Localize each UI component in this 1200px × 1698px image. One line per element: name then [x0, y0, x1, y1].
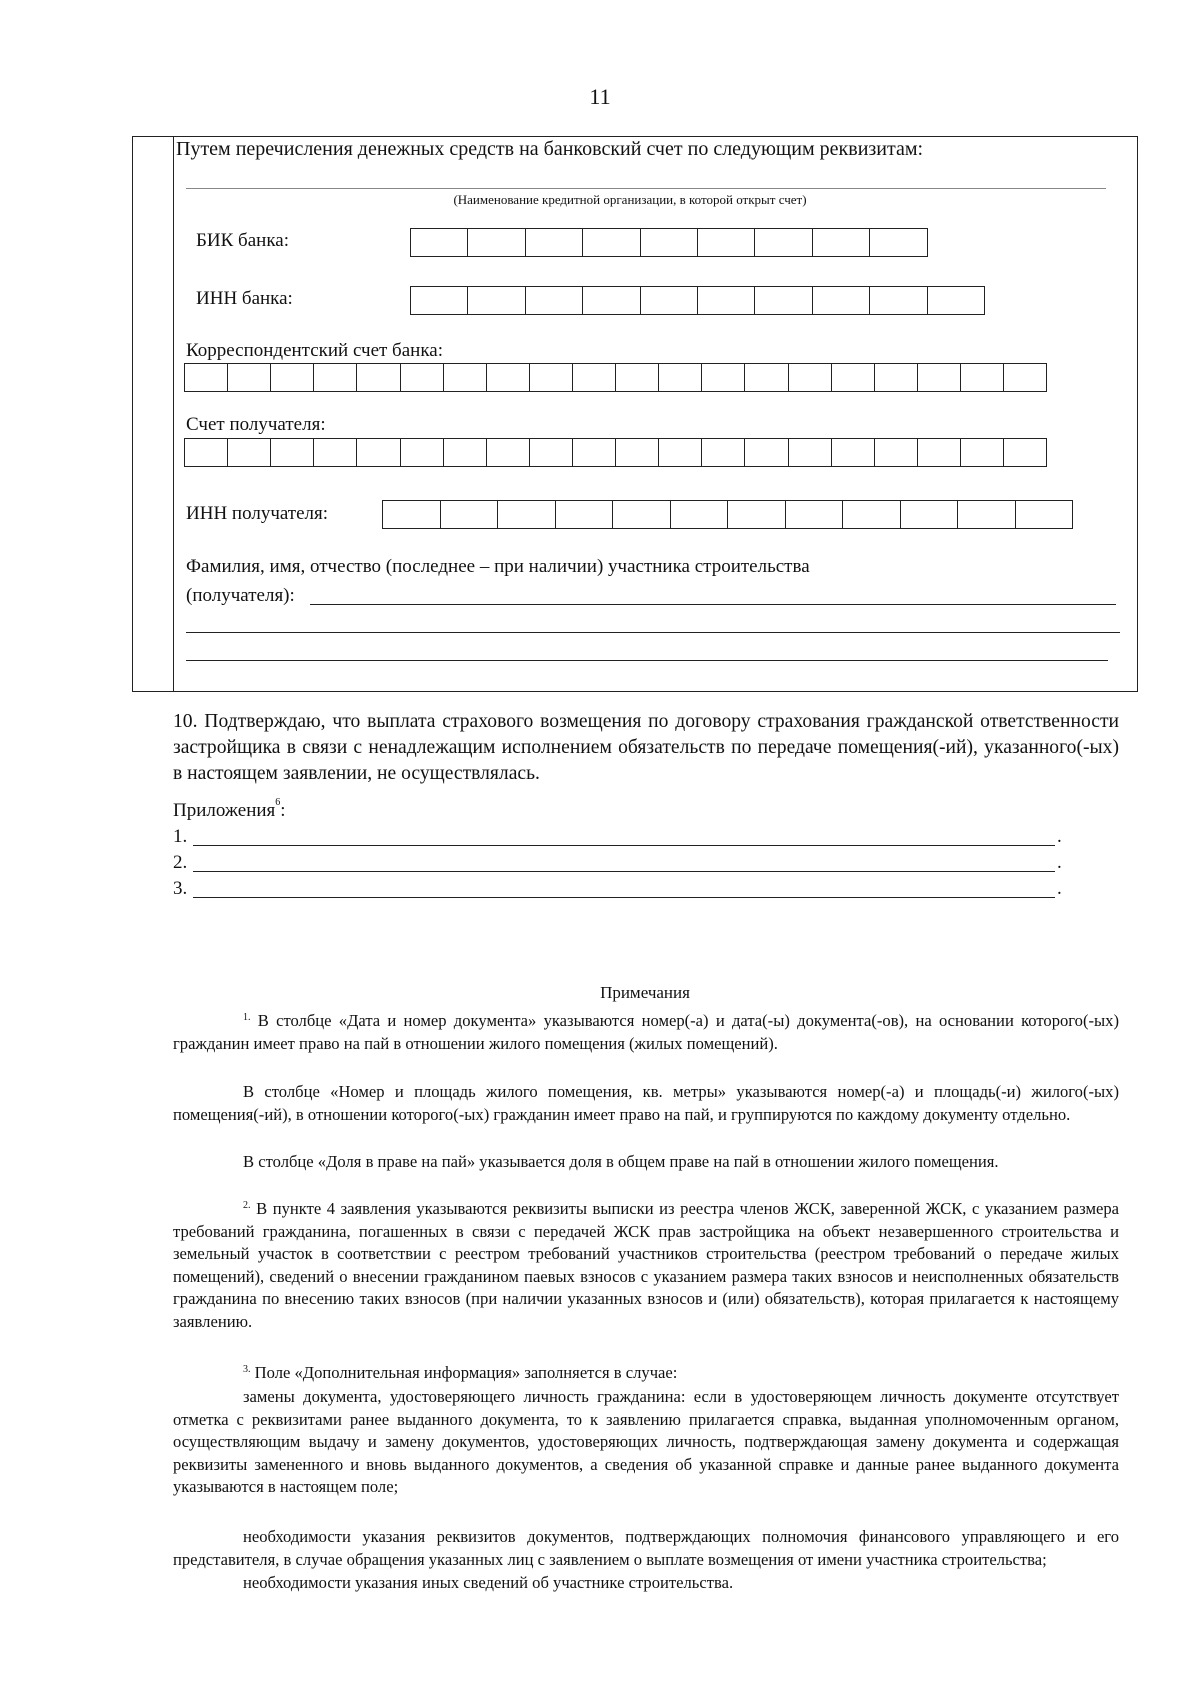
char-cell[interactable]	[788, 363, 832, 392]
char-cell[interactable]	[869, 228, 928, 257]
item-10-number: 10.	[173, 711, 198, 732]
char-cell[interactable]	[917, 438, 961, 467]
char-cell[interactable]	[960, 438, 1004, 467]
page-number: 11	[589, 84, 611, 109]
attachment-3-number: 3.	[173, 878, 188, 899]
char-cell[interactable]	[410, 228, 469, 257]
char-cell[interactable]	[697, 286, 756, 315]
char-cell[interactable]	[658, 363, 702, 392]
note-3b-paragraph: необходимости указания реквизитов документов, подтверждающих полномочия финансового управляющего и его представителя, в случае обращения указанных лиц с заявлением о выплате возмещения от имени участника строительства;	[173, 1527, 1119, 1569]
fio-input-line1[interactable]	[310, 604, 1116, 605]
char-cell[interactable]	[525, 228, 584, 257]
note-1-text: В столбце «Дата и номер документа» указываются номер(-а) и дата(-ы) документа(-ов), на основании которого(-ых) гражданин имеет право на пай в отношении жилого помещения (жилых помещений).	[173, 1011, 1120, 1053]
recipient-account-label: Счет получателя:	[186, 414, 326, 435]
bik-label: БИК банка:	[196, 230, 289, 251]
payment-method-intro: Путем перечисления денежных средств на банковский счет по следующим реквизитам:	[176, 138, 924, 160]
attachment-1-line[interactable]	[193, 845, 1055, 846]
box-margin-line	[173, 136, 174, 692]
char-cell[interactable]	[874, 438, 918, 467]
note-1b-paragraph: В столбце «Номер и площадь жилого помещения, кв. метры» указываются номер(-а) и площадь(-и) жилого(-ых) помещения(-ий), в отношении которого(-ых) гражданин имеет право на пай, и группируются по каждому документу отдельно.	[173, 1082, 1119, 1124]
note-2-paragraph	[173, 1198, 1119, 1333]
attachment-1-end: .	[1057, 826, 1062, 847]
char-cell[interactable]	[831, 438, 875, 467]
char-cell[interactable]	[785, 500, 844, 529]
char-cell[interactable]	[440, 500, 499, 529]
char-cell[interactable]	[443, 363, 487, 392]
char-cell[interactable]	[831, 363, 875, 392]
note-2-text: В пункте 4 заявления указываются реквизиты выписки из реестра членов ЖСК, заверенной ЖСК, с указанием размера требований гражданина, погашенных в связи с передачей ЖСК прав застройщика на объект незавершенного строительства и земельный участок в соответствии с реестром требований участников строительства (реестром требований о передаче жилых помещений), сведений о внесении гражданином паевых взносов с указанием размера таких взносов и неисполненных обязательств гражданина по внесению таких взносов (при наличии указанных взносов и (или) обязательств), которая прилагается к настоящему заявлению.	[173, 1199, 1119, 1331]
char-cell[interactable]	[529, 363, 573, 392]
char-cell[interactable]	[697, 228, 756, 257]
inn-bank-input[interactable]	[410, 286, 985, 315]
char-cell[interactable]	[670, 500, 729, 529]
char-cell[interactable]	[1003, 363, 1047, 392]
char-cell[interactable]	[640, 286, 699, 315]
char-cell[interactable]	[582, 286, 641, 315]
char-cell[interactable]	[410, 286, 469, 315]
char-cell[interactable]	[529, 438, 573, 467]
inn-recipient-label: ИНН получателя:	[186, 503, 329, 524]
char-cell[interactable]	[1015, 500, 1074, 529]
note-1-mark: 1.	[243, 1012, 251, 1023]
char-cell[interactable]	[227, 363, 271, 392]
item-10-text: Подтверждаю, что выплата страхового возмещения по договору страхования гражданской ответственности застройщика в связи с ненадлежащим исполнением обязательств по передаче помещения(-ий), указанного(-ых) в настоящем заявлении, не осуществлялась.	[173, 711, 1119, 784]
fio-input-line2[interactable]	[186, 632, 1120, 633]
char-cell[interactable]	[754, 228, 813, 257]
char-cell[interactable]	[443, 438, 487, 467]
char-cell[interactable]	[874, 363, 918, 392]
char-cell[interactable]	[582, 228, 641, 257]
char-cell[interactable]	[744, 438, 788, 467]
attachment-3-end: .	[1057, 878, 1062, 899]
attachments-colon: :	[280, 800, 286, 821]
char-cell[interactable]	[227, 438, 271, 467]
char-cell[interactable]	[467, 286, 526, 315]
attachments-label: Приложения	[173, 800, 276, 821]
char-cell[interactable]	[313, 363, 357, 392]
char-cell[interactable]	[486, 438, 530, 467]
attachment-1-number: 1.	[173, 826, 188, 847]
char-cell[interactable]	[812, 286, 871, 315]
char-cell[interactable]	[525, 286, 584, 315]
char-cell[interactable]	[612, 500, 671, 529]
item-10-paragraph	[173, 709, 1119, 787]
char-cell[interactable]	[400, 438, 444, 467]
char-cell[interactable]	[555, 500, 614, 529]
note-3a-paragraph: замены документа, удостоверяющего личность гражданина: если в удостоверяющем личность документе отсутствует отметка с реквизитами ранее выданного документа, то к заявлению прилагается справка, выданная уполномоченным органом, осуществляющим выдачу и замену документов, удостоверяющих личность, подтверждающая замену документа и содержащая реквизиты замененного и вновь выданного документов, а сведения об указанной справке и данные ранее выданного документа указываются в настоящем поле;	[173, 1387, 1119, 1496]
attachment-2-end: .	[1057, 852, 1062, 873]
char-cell[interactable]	[640, 228, 699, 257]
char-cell[interactable]	[842, 500, 901, 529]
attachment-3-line[interactable]	[193, 897, 1055, 898]
char-cell[interactable]	[486, 363, 530, 392]
char-cell[interactable]	[572, 438, 616, 467]
char-cell[interactable]	[467, 228, 526, 257]
note-3c-paragraph: необходимости указания иных сведений об участнике строительства.	[243, 1573, 734, 1592]
char-cell[interactable]	[900, 500, 959, 529]
attachment-2-number: 2.	[173, 852, 188, 873]
char-cell[interactable]	[615, 438, 659, 467]
char-cell[interactable]	[701, 438, 745, 467]
char-cell[interactable]	[754, 286, 813, 315]
note-3-mark: 3.	[243, 1364, 251, 1375]
char-cell[interactable]	[313, 438, 357, 467]
char-cell[interactable]	[744, 363, 788, 392]
inn-recipient-input[interactable]	[382, 500, 1073, 529]
bank-name-field[interactable]	[186, 188, 1106, 189]
note-2-mark: 2.	[243, 1200, 251, 1211]
attachment-2-line[interactable]	[193, 871, 1055, 872]
inn-bank-label: ИНН банка:	[196, 288, 293, 309]
fio-label-line1: Фамилия, имя, отчество (последнее – при наличии) участника строительства	[186, 556, 810, 577]
char-cell[interactable]	[382, 500, 441, 529]
char-cell[interactable]	[497, 500, 556, 529]
corr-account-input[interactable]	[184, 363, 1047, 392]
note-3-paragraph	[173, 1362, 1119, 1385]
char-cell[interactable]	[184, 438, 228, 467]
fio-label-line2: (получателя):	[186, 585, 295, 606]
note-1-paragraph	[173, 1010, 1119, 1055]
char-cell[interactable]	[957, 500, 1016, 529]
attachments-label-wrap	[173, 797, 286, 822]
char-cell[interactable]	[960, 363, 1004, 392]
char-cell[interactable]	[658, 438, 702, 467]
char-cell[interactable]	[400, 363, 444, 392]
char-cell[interactable]	[788, 438, 832, 467]
char-cell[interactable]	[184, 363, 228, 392]
recipient-account-input[interactable]	[184, 438, 1047, 467]
corr-account-label: Корреспондентский счет банка:	[186, 340, 443, 361]
char-cell[interactable]	[927, 286, 986, 315]
char-cell[interactable]	[270, 438, 314, 467]
note-3-text: Поле «Дополнительная информация» заполняется в случае:	[254, 1363, 678, 1382]
char-cell[interactable]	[356, 438, 400, 467]
bik-input[interactable]	[410, 228, 928, 257]
char-cell[interactable]	[1003, 438, 1047, 467]
attachments-footnote-mark: 6	[275, 797, 281, 808]
char-cell[interactable]	[572, 363, 616, 392]
char-cell[interactable]	[869, 286, 928, 315]
char-cell[interactable]	[701, 363, 745, 392]
note-1c-paragraph: В столбце «Доля в праве на пай» указывается доля в общем праве на пай в отношении жилого помещения.	[243, 1152, 999, 1171]
char-cell[interactable]	[356, 363, 400, 392]
char-cell[interactable]	[812, 228, 871, 257]
char-cell[interactable]	[615, 363, 659, 392]
char-cell[interactable]	[917, 363, 961, 392]
char-cell[interactable]	[270, 363, 314, 392]
fio-input-line3[interactable]	[186, 660, 1108, 661]
bank-name-caption: (Наименование кредитной организации, в которой открыт счет)	[453, 192, 807, 207]
notes-title: Примечания	[600, 983, 690, 1002]
char-cell[interactable]	[727, 500, 786, 529]
